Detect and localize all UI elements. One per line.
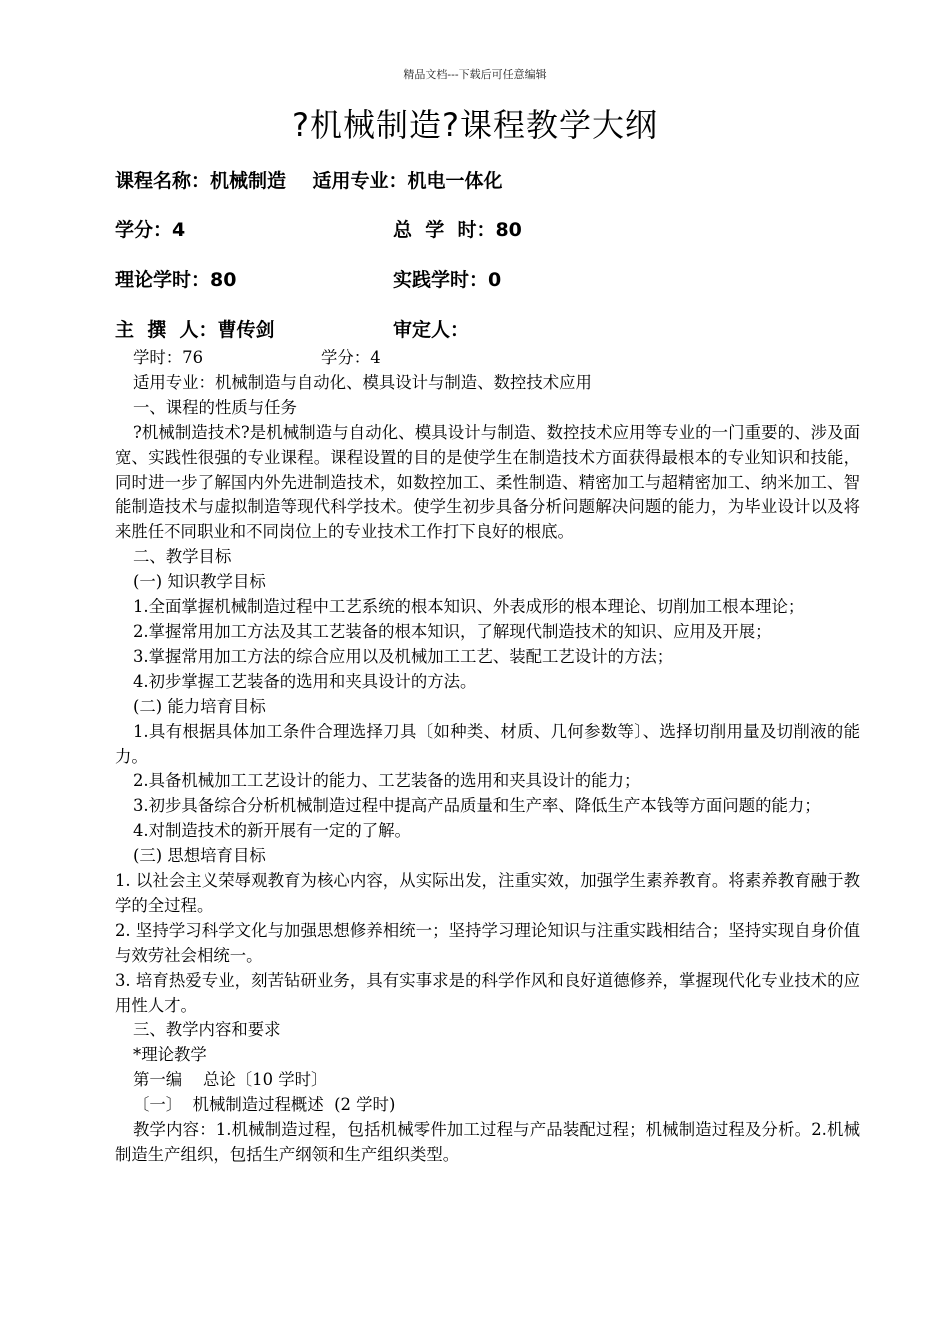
hours-line [115,346,860,371]
list-item: 2. 坚持学习科学文化与加强思想修养相统一；坚持学习理论知识与注重实践相结合；坚持实现自身价值与效劳社会相统一。 [115,920,860,965]
subsection-heading: (二) 能力培育目标 [133,696,266,716]
list-item: 3. 培育热爱专业，刻苦钻研业务，具有实事求是的科学作风和良好道德修养，掌握现代化专业技术的应用性人才。 [115,970,860,1015]
syllabus-body [115,346,860,1168]
reviewer: 审定人： [393,319,470,341]
info-row-course [115,166,502,193]
info-row-credits [115,215,522,242]
list-item: 4.对制造技术的新开展有一定的了解。 [133,821,411,841]
list-item: 4.初步掌握工艺装备的选用和夹具设计的方法。 [133,671,477,691]
paragraph: 教学内容：1.机械制造过程，包括机械零件加工过程与产品装配过程；机械制造过程及分析。2.机械制造生产组织，包括生产纲领和生产组织类型。 [115,1120,860,1164]
applicable-majors: 适用专业：机械制造与自动化、模具设计与制造、数控技术应用 [133,372,592,392]
info-row-hours [115,265,502,292]
list-item: 1.全面掌握机械制造过程中工艺系统的根本知识、外表成形的根本理论、切削加工根本理论； [133,597,805,617]
header-note: 精品文档---下载后可任意编辑 [403,68,547,81]
course-name-and-major: 课程名称：机械制造 适用专业：机电一体化 [115,170,503,192]
list-item: 2.具备机械加工工艺设计的能力、工艺装备的选用和夹具设计的能力； [133,771,641,791]
part-heading: 第一编 总论〔10 学时〕 [133,1070,328,1090]
info-row-authors [115,315,470,342]
credits: 学分：4 [115,219,186,241]
practice-hours: 实践学时：0 [393,269,502,291]
section-heading: 一、课程的性质与任务 [133,397,297,417]
theory-label: *理论教学 [133,1045,207,1065]
paragraph: ?机械制造技术?是机械制造与自动化、模具设计与制造、数控技术应用等专业的一门重要的、涉及面宽、实践性很强的专业课程。课程设置的目的是使学生在制造技术方面获得最根本的专业知识和技能，同时进一步了解国内外先进制造技术，如数控加工、柔性制造、精密加工与超精密加工、纳米加工、智能制造技术与虚拟制造等现代科学技术。使学生初步具备分析问题解决问题的能力，为毕业设计以及将来胜任不同职业和不同岗位上的专业技术工作打下良好的根底。 [115,422,860,542]
list-item: 2.掌握常用加工方法及其工艺装备的根本知识，了解现代制造技术的知识、应用及开展； [133,621,772,641]
list-item: 3.初步具备综合分析机械制造过程中提高产品质量和生产率、降低生产本钱等方面问题的能力； [133,796,821,816]
chapter-heading: 〔一〕 机械制造过程概述 (2 学时) [133,1095,396,1115]
hours-value: 学时：76 [133,348,204,367]
list-item: 1. 以社会主义荣辱观教育为核心内容，从实际出发，注重实效，加强学生素养教育。将素养教育融于教学的全过程。 [115,871,860,915]
page-title: ?机械制造?课程教学大纲 [292,106,658,144]
credits-value: 学分：4 [321,348,381,367]
author: 主 撰 人：曹传剑 [115,319,275,341]
list-item: 1.具有根据具体加工条件合理选择刀具〔如种类、材质、几何参数等〕、选择切削用量及切削液的能力。 [115,721,860,766]
section-heading: 二、教学目标 [133,547,232,567]
subsection-heading: (一) 知识教学目标 [133,572,266,592]
theory-hours: 理论学时：80 [115,269,237,291]
subsection-heading: (三) 思想培育目标 [133,846,266,866]
list-item: 3.掌握常用加工方法的综合应用以及机械加工工艺、装配工艺设计的方法； [133,646,674,666]
section-heading: 三、教学内容和要求 [133,1020,281,1040]
total-hours: 总 学 时：80 [393,219,522,241]
